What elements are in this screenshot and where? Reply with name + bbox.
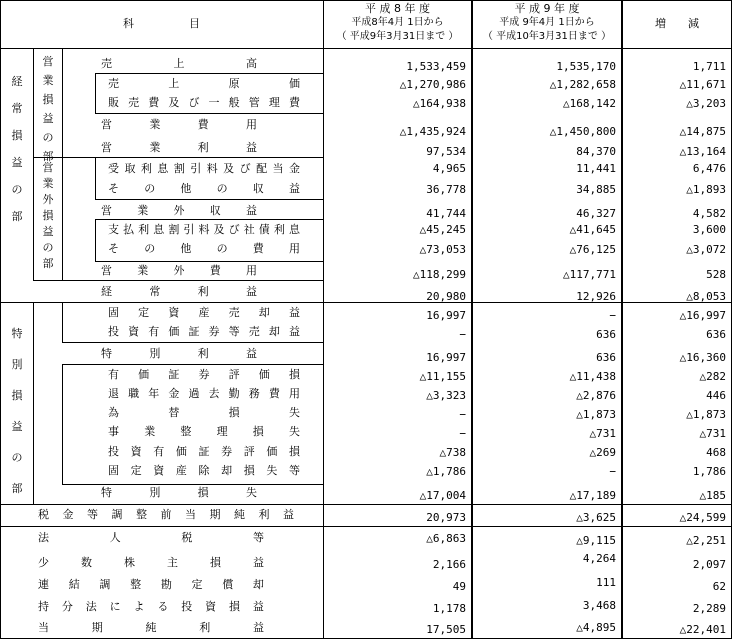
row-value-v1: △118,299	[413, 268, 466, 281]
header-fy9-range-start: 平成 9年4月 1日から	[499, 17, 595, 28]
row-label: 投 資 有 価 証 券 評 価 損	[108, 445, 300, 458]
row-value-v2: −	[609, 309, 616, 322]
header-fy8-title: 平 成 8 年 度	[365, 2, 430, 15]
row-value-v1: 97,534	[426, 145, 466, 158]
row-label: 連 結 調 整 勘 定 償 却	[38, 578, 264, 591]
row-value-v3: △11,671	[679, 78, 726, 91]
row-value-v3: △8,053	[686, 290, 726, 303]
row-value-v2: 636	[596, 328, 616, 341]
row-value-v2: △4,895	[576, 621, 616, 634]
row-value-v2: △9,115	[576, 534, 616, 547]
header-fy9-range-end: （ 平成10年3月31日まで ）	[482, 31, 612, 42]
row-value-v2: 46,327	[576, 207, 616, 220]
row-value-v2: 12,926	[576, 290, 616, 303]
row-label: 受 取 利 息 割 引 料 及 び 配 当 金	[108, 162, 300, 175]
group-tokubetsu-label: 特別損益の部	[11, 327, 23, 495]
header-fy8-range-start: 平成8年4月 1日から	[351, 17, 444, 28]
row-value-v3: △3,072	[686, 243, 726, 256]
row-value-v1: △17,004	[419, 489, 466, 502]
row-label: 事 業 整 理 損 失	[108, 425, 300, 438]
row-value-v2: △11,438	[569, 370, 616, 383]
row-value-v3: △16,360	[679, 351, 726, 364]
row-value-v3: △24,599	[679, 511, 726, 524]
row-value-v1: △1,786	[426, 465, 466, 478]
row-value-v3: 2,289	[692, 602, 726, 615]
row-value-v3: △1,873	[686, 408, 726, 421]
header-subject: 科 目	[123, 17, 200, 30]
row-label: 特 別 利 益	[101, 347, 257, 360]
row-value-v3: 4,582	[692, 207, 726, 220]
row-value-v1: △164,938	[413, 97, 466, 110]
header-fy9-title: 平 成 9 年 度	[514, 2, 580, 15]
row-value-v1: 4,965	[432, 162, 466, 175]
group-keijo-label: 経常損益の部	[11, 75, 23, 223]
row-value-v1: 16,997	[426, 309, 466, 322]
row-value-v1: 16,997	[426, 351, 466, 364]
row-value-v2: −	[609, 465, 616, 478]
row-value-v3: 446	[706, 389, 726, 402]
row-label: 法 人 税 等	[38, 531, 264, 544]
row-value-v3: △282	[699, 370, 726, 383]
row-label: 税 金 等 調 整 前 当 期 純 利 益	[38, 508, 294, 521]
row-label: 固 定 資 産 売 却 益	[108, 306, 300, 319]
row-value-v3: △16,997	[679, 309, 726, 322]
row-label: 特 別 損 失	[101, 486, 257, 499]
row-value-v3: △731	[699, 427, 726, 440]
row-value-v2: △1,873	[576, 408, 616, 421]
row-label: そ の 他 の 費 用	[108, 242, 300, 255]
row-value-v3: △3,203	[686, 97, 726, 110]
row-value-v3: △13,164	[679, 145, 726, 158]
row-value-v2: 111	[596, 576, 616, 589]
row-value-v2: △76,125	[569, 243, 616, 256]
row-value-v2: 3,468	[582, 599, 616, 612]
row-label: 営 業 外 費 用	[101, 264, 257, 277]
row-value-v2: △269	[589, 446, 616, 459]
row-value-v3: 2,097	[692, 558, 726, 571]
row-value-v1: △73,053	[419, 243, 466, 256]
row-value-v2: 84,370	[576, 145, 616, 158]
row-value-v1: −	[459, 408, 466, 421]
row-value-v1: 41,744	[426, 207, 466, 220]
row-value-v1: 36,778	[426, 183, 466, 196]
header-change: 増 減	[655, 17, 699, 30]
row-label: 営 業 費 用	[101, 118, 257, 131]
row-label: 支 払 利 息 割 引 料 及 び 社 債 利 息	[108, 223, 300, 236]
row-value-v3: △1,893	[686, 183, 726, 196]
row-label: 持 分 法 に よ る 投 資 損 益	[38, 600, 264, 613]
row-value-v2: △1,450,800	[549, 125, 616, 138]
row-value-v1: △6,863	[426, 532, 466, 545]
row-value-v1: 49	[452, 580, 466, 593]
row-label: そ の 他 の 収 益	[108, 182, 300, 195]
row-value-v2: 11,441	[576, 162, 616, 175]
row-value-v1: −	[459, 427, 466, 440]
group-eigyo-label: 営業損益の部	[42, 55, 54, 163]
row-value-v3: 1,711	[692, 60, 726, 73]
row-value-v3: 6,476	[692, 162, 726, 175]
row-value-v2: 1,535,170	[556, 60, 616, 73]
row-value-v2: △168,142	[563, 97, 616, 110]
row-label: 投 資 有 価 証 券 等 売 却 益	[108, 325, 300, 338]
row-value-v2: △17,189	[569, 489, 616, 502]
row-value-v2: △3,625	[576, 511, 616, 524]
row-label: 営 業 利 益	[101, 141, 257, 154]
row-value-v2: 34,885	[576, 183, 616, 196]
row-value-v1: △3,323	[426, 389, 466, 402]
group-eigyogai-label: 営業外損益の部	[42, 161, 54, 270]
row-value-v2: 4,264	[582, 552, 616, 565]
row-value-v1: △45,245	[419, 223, 466, 236]
row-value-v1: 17,505	[426, 623, 466, 636]
row-value-v3: 528	[706, 268, 726, 281]
row-label: 当 期 純 利 益	[38, 621, 264, 634]
row-value-v1: △1,435,924	[399, 125, 466, 138]
row-label: 販 売 費 及 び 一 般 管 理 費	[108, 96, 300, 109]
row-value-v1: 1,178	[432, 602, 466, 615]
row-value-v3: 62	[712, 580, 726, 593]
row-label: 固 定 資 産 除 却 損 失 等	[108, 464, 300, 477]
row-label: 売 上 高	[101, 57, 257, 70]
row-value-v3: 1,786	[692, 465, 726, 478]
row-value-v2: △2,876	[576, 389, 616, 402]
row-value-v1: 20,973	[426, 511, 466, 524]
row-label: 経 常 利 益	[101, 285, 257, 298]
row-value-v1: △11,155	[419, 370, 466, 383]
row-value-v1: △1,270,986	[399, 78, 466, 91]
row-label: 少 数 株 主 損 益	[38, 556, 264, 569]
row-label: 退 職 年 金 過 去 勤 務 費 用	[108, 387, 300, 400]
row-value-v3: △2,251	[686, 534, 726, 547]
row-value-v3: △185	[699, 489, 726, 502]
row-label: 為 替 損 失	[108, 406, 300, 419]
row-value-v1: △738	[439, 446, 466, 459]
row-value-v3: △14,875	[679, 125, 726, 138]
row-label: 売 上 原 価	[108, 77, 300, 90]
row-value-v3: 636	[706, 328, 726, 341]
row-value-v2: 636	[596, 351, 616, 364]
row-value-v2: △41,645	[569, 223, 616, 236]
row-value-v3: 3,600	[692, 223, 726, 236]
row-value-v2: △117,771	[563, 268, 616, 281]
row-value-v3: 468	[706, 446, 726, 459]
row-value-v2: △1,282,658	[549, 78, 616, 91]
header-fy8-range-end: （ 平成9年3月31日まで ）	[336, 31, 459, 42]
row-label: 有 価 証 券 評 価 損	[108, 368, 300, 381]
row-value-v1: 20,980	[426, 290, 466, 303]
row-label: 営 業 外 収 益	[101, 204, 257, 217]
row-value-v1: 2,166	[432, 558, 466, 571]
row-value-v2: △731	[589, 427, 616, 440]
row-value-v1: −	[459, 328, 466, 341]
row-value-v1: 1,533,459	[406, 60, 466, 73]
row-value-v3: △22,401	[679, 623, 726, 636]
